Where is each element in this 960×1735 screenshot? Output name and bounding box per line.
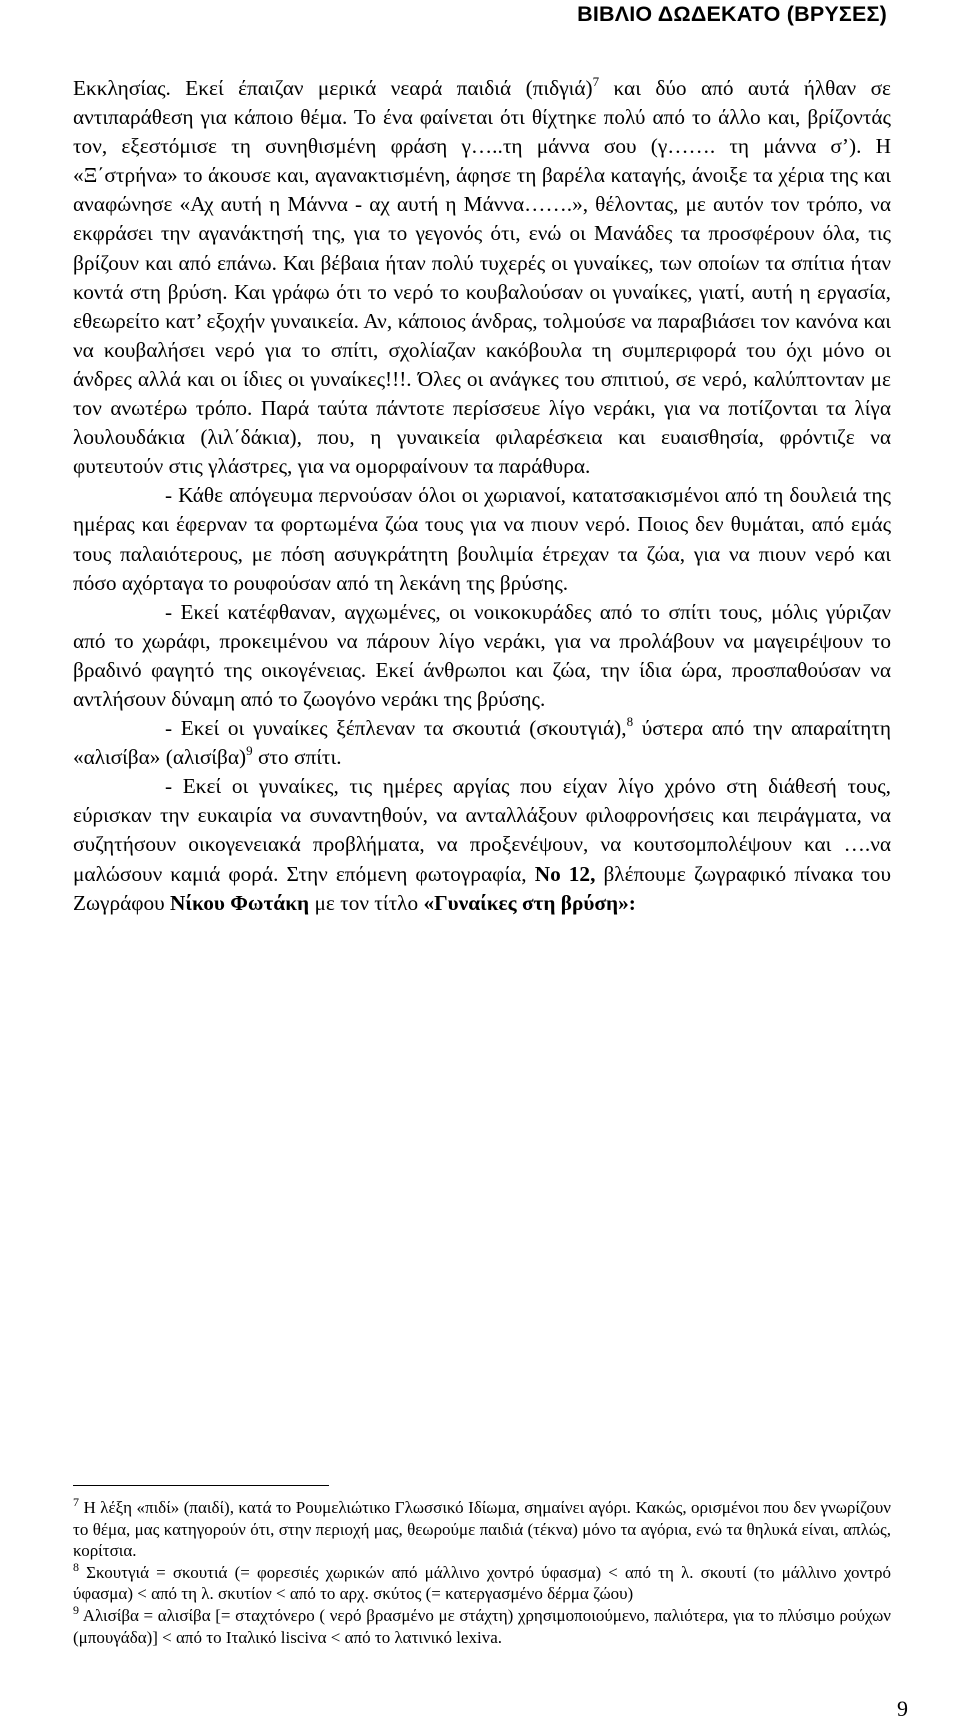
footnote-ref-8: 8: [626, 714, 634, 730]
paragraph-text: - Εκεί οι γυναίκες, τις ημέρες αργίας που είχαν λίγο χρόνο στη διάθεσή τους, εύρισκαν την ευκαιρία να συναντηθούν, να ανταλλάξουν φιλοφρονήσεις και πειράγματα, να συζητήσουν οικογενειακά προβλήματα, να προξενέψουν, να κουτσομπολέψουν και ….να μαλώσουν καμιά φορά. Στην επόμενη φωτογραφία,: [73, 774, 891, 886]
paragraph-text: ύστερα από την απαραίτητη «αλισίβα» (αλισίβα): [73, 716, 892, 770]
paragraph-4: [73, 714, 891, 772]
page-number: 9: [897, 1696, 908, 1721]
footnote-9: [73, 1602, 891, 1648]
footnote-separator: [73, 1485, 329, 1486]
photo-number: Νο 12,: [534, 861, 596, 886]
running-header: ΒΙΒΛΙΟ ΔΩΔΕΚΑΤΟ (ΒΡΥΣΕΣ): [577, 2, 887, 26]
paragraph-text: - Εκεί οι γυναίκες ξέπλεναν τα σκουτιά (σκουτγιά),: [165, 716, 627, 741]
paragraph-3: - Εκεί κατέφθαναν, αγχωμένες, οι νοικοκυράδες από το σπίτι τους, μόλις γύριζαν από το χωράφι, προκειμένου να πάρουν λίγο νεράκι, για να προλάβουν να μαγειρέψουν το βραδινό φαγητό της οικογένειας. Εκεί άνθρωποι και ζώα, την ίδια ώρα, προσπαθούσαν να αντλήσουν δύναμη από το ζωογόνο νεράκι της βρύσης.: [73, 599, 891, 711]
footnote-7: [73, 1497, 891, 1562]
footnote-text: Η λέξη «πιδί» (παιδί), κατά το Ρουμελιώτικο Γλωσσικό Ιδίωμα, σημαίνει αγόρι. Κακώς, ορισμένοι που δεν γνωρίζουν το θέμα, μας κατηγορούν ότι, στην περιοχή μας, θεωρούμε παιδιά (τέκνα) μόνο τα αγόρια, ενώ τα θηλυκά είναι, απλώς, κορίτσια.: [73, 1498, 891, 1561]
footnote-number: 8: [73, 1559, 79, 1574]
painter-name: Νίκου Φωτάκη: [170, 890, 310, 915]
paragraph-text: στο σπίτι.: [252, 745, 342, 770]
paragraph-text: Εκκλησίας. Εκεί έπαιζαν μερικά νεαρά παιδιά (πιδγιά): [73, 76, 593, 100]
footnote-number: 7: [73, 1495, 79, 1509]
footnote-ref-9: 9: [246, 743, 253, 759]
painting-title: «Γυναίκες στη βρύση»:: [423, 890, 636, 915]
paragraph-5: [73, 772, 891, 917]
footnote-ref-7: 7: [592, 74, 600, 89]
footnotes: [73, 1497, 891, 1648]
footnote-number: 9: [73, 1602, 79, 1617]
footnote-text: Σκουτγιά = σκουτιά (= φορεσιές χωρικών από μάλλινο χοντρό ύφασμα) < από τη λ. σκουτί (το μάλλινο χοντρό ύφασμα) < από τη λ. σκυτίον < από το αρχ. σκύτος (= κατεργασμένο δέρμα ζώου): [73, 1562, 891, 1604]
paragraph-text: με τον τίτλο: [309, 890, 424, 915]
main-text: [73, 74, 891, 918]
paragraph-1: [73, 74, 891, 481]
footnote-8: [73, 1559, 891, 1605]
paragraph-2: - Κάθε απόγευμα περνούσαν όλοι οι χωριανοί, κατατσακισμένοι από τη δουλειά της ημέρας και έφερναν τα φορτωμένα ζώα τους για να πιουν νερό. Ποιος δεν θυμάται, από εμάς τους παλαιότερους, με πόση ασυγκράτητη βουλιμία έτρεχαν τα ζώα, για να πιουν νερό και πόσο αχόρταγα το ρουφούσαν από τη λεκάνη της βρύσης.: [73, 483, 891, 595]
paragraph-text: και δύο από αυτά ήλθαν σε αντιπαράθεση για κάποιο θέμα. Το ένα φαίνεται ότι θίχτηκε πολύ από το άλλο και, βρίζοντάς τον, εξεστόμισε τη συνηθισμένη φράση γ…..τη μάννα σου (γ……. τη μάννα σ’). Η «Ξ΄στρήνα» το άκουσε και, αγανακτισμένη, άφησε τη βαρέλα καταγής, άνοιξε τα χέρια της και αναφώνησε «Αχ αυτή η Μάννα - αχ αυτή η Μάννα…….», θέλοντας, με αυτόν τον τρόπο, να εκφράσει την αγανάκτησή της, για το γεγονός ότι, ενώ οι Μανάδες τα προσφέρουν όλα, τις βρίζουν και από επάνω. Και βέβαια ήταν πολύ τυχερές οι γυναίκες, των οποίων τα σπίτια ήταν κοντά στη βρύση. Και γράφω ότι το νερό το κουβαλούσαν οι γυναίκες, γιατί, αυτή η εργασία, εθεωρείτο κατ’ εξοχήν γυναικεία. Αν, κάποιος άνδρας, τολμούσε να παραβιάσει τον κανόνα και να κουβαλήσει νερό για το σπίτι, σχολίαζαν κακόβουλα τη συμπεριφορά του όχι μόνο οι άνδρες αλλά και οι ίδιες οι γυναίκες!!!. Όλες οι ανάγκες του σπιτιού, σε νερό, καλύπτονταν με τον ανωτέρω τρόπο. Παρά ταύτα πάντοτε περίσσευε λίγο νεράκι, για να ποτίζονται τα λίγα λουλουδάκια (λιλ΄δάκια), που, η γυναικεία φιλαρέσκεια και ευαισθησία, φρόντιζε να φυτευτούν στις γλάστρες, για να ομορφαίνουν τα παράθυρα.: [73, 76, 891, 479]
footnote-text: Αλισίβα = αλισίβα [= σταχτόνερο ( νερό βρασμένο με στάχτη) χρησιμοποιούμενο, παλιότερα, για το πλύσιμο ρούχων (μπουγάδα)] < από το Ιταλικό liscivα < από το λατινικό lexiva.: [73, 1605, 891, 1647]
paragraph-text: βλέπουμε ζωγραφικό πίνακα του Ζωγράφου: [73, 861, 891, 915]
